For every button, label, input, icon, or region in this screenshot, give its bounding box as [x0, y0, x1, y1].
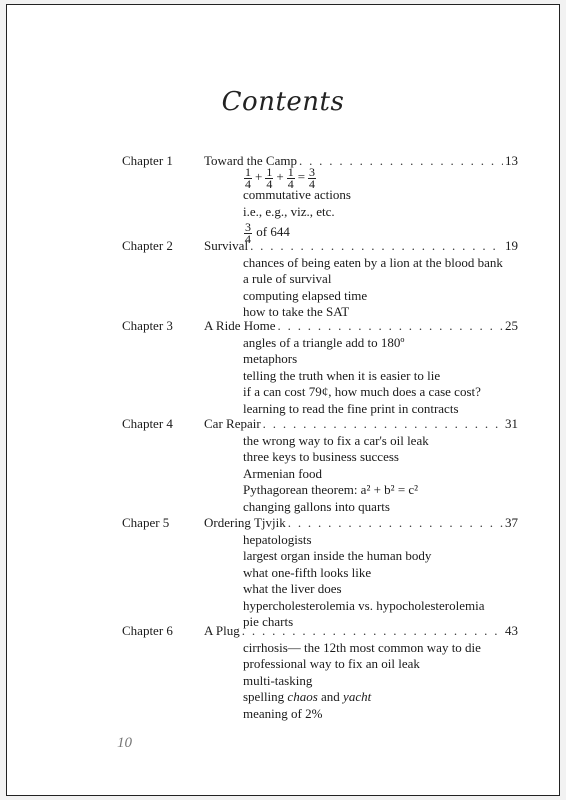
chapter-label: Chaper 5 [122, 515, 170, 530]
topic-item: hypercholesterolemia vs. hypocholesterolemia [243, 597, 485, 613]
topic-item: three keys to business success [243, 449, 399, 464]
topic-list [243, 336, 533, 419]
denominator: 4 [287, 176, 294, 191]
chapter-5 [122, 516, 522, 631]
chapter-2 [122, 239, 522, 319]
chapter-title: A Ride Home [204, 318, 276, 333]
chapter-label: Chapter 1 [122, 153, 173, 168]
book-page [6, 4, 560, 796]
chapter-3 [122, 319, 522, 419]
topic-list [243, 533, 533, 632]
fraction-of-text: of 644 [256, 224, 290, 239]
chapter-page: 25 [505, 318, 518, 333]
topic-item: i.e., e.g., viz., etc. [243, 203, 335, 219]
topic-item: if a can cost 79¢, how much does a case cost? [243, 384, 481, 399]
chapter-4 [122, 417, 522, 517]
spelling-word: chaos [287, 689, 318, 704]
topic-item: multi-tasking [243, 672, 313, 688]
fraction-equation [243, 164, 533, 191]
chapter-label: Chapter 2 [122, 238, 173, 253]
topic-item: telling the truth when it is easier to lie [243, 367, 441, 383]
chapter-title: Car Repair [204, 416, 261, 431]
topic-item: learning to read the fine print in contracts [243, 400, 459, 416]
denominator: 4 [309, 176, 316, 191]
topic-item: a rule of survival [243, 271, 332, 286]
chapter-label: Chapter 6 [122, 623, 173, 638]
dot-leader [242, 624, 503, 639]
dot-leader [263, 417, 503, 432]
chapter-page: 31 [505, 416, 518, 431]
topic-item: Armenian food [243, 465, 323, 481]
chapter-label: Chapter 3 [122, 318, 173, 333]
dot-leader [278, 319, 504, 334]
topic-item: angles of a triangle add to 180º [243, 334, 405, 350]
topic-item: the wrong way to fix a car's oil leak [243, 432, 429, 448]
dot-leader [288, 516, 503, 531]
page-number: 10 [117, 735, 132, 751]
plus-sign: + [276, 169, 284, 184]
denominator: 4 [266, 176, 273, 191]
chapter-page: 13 [505, 153, 518, 168]
page-title: Contents [221, 87, 345, 117]
chapter-page: 19 [505, 238, 518, 253]
topic-list [243, 641, 533, 724]
spelling-prefix: spelling [243, 689, 285, 704]
chapter-heading [204, 624, 518, 639]
chapter-title: Survival [204, 238, 249, 253]
topic-item: Pythagorean theorem: a² + b² = c² [243, 482, 419, 497]
topic-list [243, 434, 533, 517]
spelling-conjunction: and [321, 689, 340, 704]
chapter-heading [204, 319, 518, 334]
topic-item: professional way to fix an oil leak [243, 656, 420, 671]
numerator: 1 [266, 164, 273, 179]
denominator: 4 [245, 176, 251, 191]
numerator: 1 [287, 164, 294, 179]
chapter-page: 43 [505, 623, 518, 638]
chapter-heading [204, 239, 518, 254]
topic-item: how to take the SAT [243, 304, 350, 319]
topic-item: cirrhosis— the 12th most common way to die [243, 639, 481, 655]
topic-item: chances of being eaten by a lion at the blood bank [243, 254, 503, 270]
topic-item: commutative actions [243, 187, 351, 202]
chapter-page: 37 [505, 515, 518, 530]
chapter-1 [122, 154, 522, 244]
chapter-heading [204, 417, 518, 432]
topic-item: hepatologists [243, 531, 312, 547]
topic-item: changing gallons into quarts [243, 498, 390, 514]
chapter-title: Toward the Camp [204, 153, 297, 168]
topic-item: pie charts [243, 614, 294, 629]
numerator: 3 [245, 219, 251, 234]
topic-item: metaphors [243, 351, 298, 366]
plus-sign: + [255, 169, 263, 184]
numerator: 1 [245, 164, 251, 179]
topic-list [243, 256, 533, 322]
topic-item: computing elapsed time [243, 287, 368, 303]
chapter-6 [122, 624, 522, 724]
topic-item: what the liver does [243, 581, 342, 596]
topic-item: what one-fifth looks like [243, 564, 372, 580]
spelling-item [243, 690, 533, 707]
chapter-heading [204, 516, 518, 531]
dot-leader [250, 239, 503, 254]
numerator: 3 [309, 164, 316, 179]
equals-sign: = [297, 169, 306, 184]
topic-item: meaning of 2% [243, 705, 323, 721]
chapter-title: A Plug [204, 623, 240, 638]
topic-item: largest organ inside the human body [243, 548, 432, 563]
spelling-word: yacht [343, 689, 372, 704]
chapter-title: Ordering Tjvjik [204, 515, 286, 530]
denominator: 4 [245, 231, 251, 246]
chapter-label: Chapter 4 [122, 416, 173, 431]
